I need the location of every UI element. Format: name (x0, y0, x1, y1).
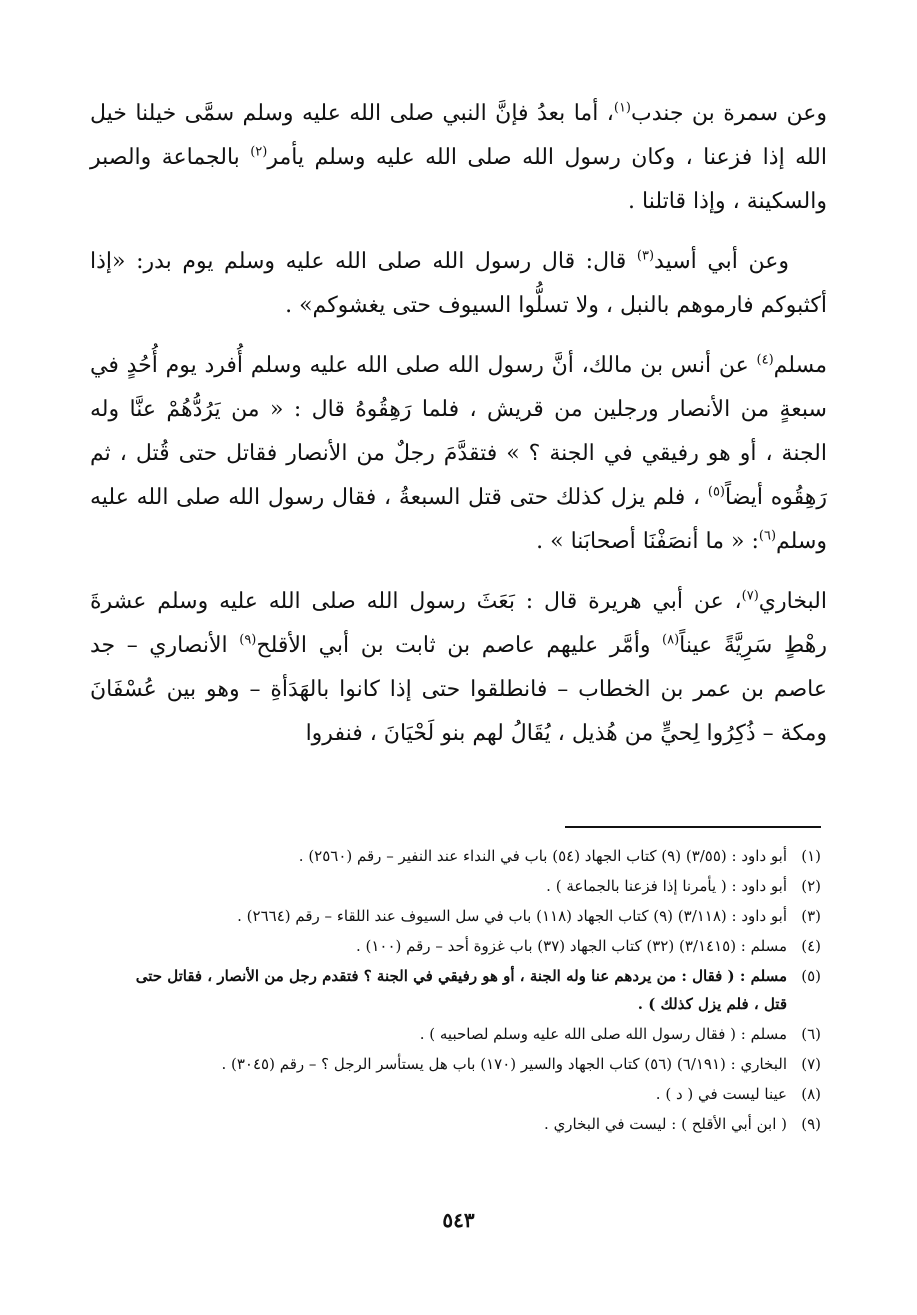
footnote-number: (٨) (801, 1085, 821, 1103)
footnote-text: مسلم : ( فقال رسول الله صلى الله عليه وسلم لصاحبيه ) . (419, 1025, 787, 1043)
text-span: مسلم (773, 353, 827, 378)
footnote-text: أبو داود : ( يأمرنا إذا فزعنا بالجماعة ) . (546, 877, 787, 895)
footnote-ref-2: (٢) (250, 144, 268, 160)
footnote-1 (128, 842, 821, 870)
footnote-2 (128, 872, 821, 900)
text-span: الأنصاري – جد عاصم بن عمر بن الخطاب – فانطلقوا حتى إذا كانوا بالهَدَأةِ – وهو بين عُسْفَانَ ومكة – ذُكِرُوا لِحيٍّ من هُذيل ، يُقَالُ لهم بنو لَحْيَانَ ، فنفروا (90, 633, 827, 746)
footnote-number: (٤) (801, 937, 821, 955)
footnote-ref-1: (١) (613, 100, 631, 116)
footnote-6 (128, 1020, 821, 1048)
footnote-number: (٢) (801, 877, 821, 895)
text-span: ، فلم يزل كذلك حتى قتل السبعةُ ، فقال رسول الله صلى الله عليه وسلم (90, 485, 827, 554)
footnote-number: (٧) (801, 1055, 821, 1073)
footnote-number: (١) (801, 847, 821, 865)
footnote-number: (٦) (801, 1025, 821, 1043)
text-span: وأمَّر عليهم عاصم بن ثابت بن أبي الأقلح (256, 633, 663, 658)
footnote-8 (128, 1080, 821, 1108)
footnote-text: البخاري : (٦/١٩١) (٥٦) كتاب الجهاد والسير (١٧٠) باب هل يستأسر الرجل ؟ – رقم (٣٠٤٥) . (221, 1055, 787, 1073)
footnote-ref-9: (٩) (239, 632, 257, 648)
text-span: بالجماعة والصبر والسكينة ، وإذا قاتلنا . (90, 145, 827, 214)
footnote-ref-5: (٥) (707, 484, 725, 500)
text-span: وعن سمرة بن جندب (631, 101, 827, 126)
footnote-3 (128, 902, 821, 930)
footnote-4 (128, 932, 821, 960)
text-span: ، أما بعدُ فإنَّ النبي صلى الله عليه وسلم سمَّى خيلنا خيل الله إذا فزعنا ، وكان رسول الله صلى الله عليه وسلم يأمر (90, 101, 827, 170)
text-span: وعن أبي أسيد (654, 249, 789, 274)
text-span: ، عن أبي هريرة قال : بَعَثَ رسول الله صلى الله عليه وسلم عشرةَ رهْطٍ سَرِيَّةً عيناً (90, 589, 827, 658)
footnote-number: (٥) (801, 967, 821, 985)
paragraph-bukhari-abu-huraira (90, 580, 827, 756)
footnote-ref-6: (٦) (758, 528, 777, 544)
footnote-ref-4: (٤) (756, 352, 774, 368)
footnotes-section (128, 842, 821, 1140)
main-text (90, 92, 827, 772)
footnote-text: ( ابن أبي الأقلح ) : ليست في البخاري . (544, 1115, 787, 1133)
footnote-ref-7: (٧) (741, 588, 759, 604)
text-span: عن أنس بن مالك، أنَّ رسول الله صلى الله عليه وسلم أُفرد يوم أُحُدٍ في سبعةٍ من الأنصار ورجلين من قريش ، فلما رَهِقُوهُ قال : « من يَرُدُّهُمْ عنَّا وله الجنة ، أو هو رفيقي في الجنة ؟ » فتقدَّمَ رجلٌ من الأنصار فقاتل حتى قُتل ، ثم رَهِقُوه أيضاً (90, 353, 827, 510)
footnote-text: عينا ليست في ( د ) . (655, 1085, 787, 1103)
paragraph-samura (90, 92, 827, 224)
footnote-7 (128, 1050, 821, 1078)
footnote-text: مسلم : (٣/١٤١٥) (٣٢) كتاب الجهاد (٣٧) باب غزوة أحد – رقم (١٠٠) . (355, 937, 787, 955)
footnote-5 (128, 962, 821, 1018)
paragraph-abi-usaid (90, 240, 827, 328)
page-number: ٥٤٣ (442, 1208, 475, 1232)
footnote-ref-3: (٣) (636, 248, 655, 264)
footnote-text: مسلم : ( فقال : من يردهم عنا وله الجنة ، أو هو رفيقي في الجنة ؟ فتقدم رجل من الأنصار ، فقاتل حتى قتل ، فلم يزل كذلك ) . (135, 967, 787, 1013)
paragraph-muslim-anas (90, 344, 827, 564)
footnote-divider (565, 826, 821, 828)
text-span: قال: قال رسول الله صلى الله عليه وسلم يوم بدر: «إذا أكثبوكم فارموهم بالنبل ، ولا تسلُّوا السيوف حتى يغشوكم» . (90, 249, 827, 318)
footnote-9 (128, 1110, 821, 1138)
footnote-number: (٩) (801, 1115, 821, 1133)
footnote-text: أبو داود : (٣/١١٨) (٩) كتاب الجهاد (١١٨) باب في سل السيوف عند اللقاء – رقم (٢٦٦٤) . (237, 907, 787, 925)
footnote-text: أبو داود : (٣/٥٥) (٩) كتاب الجهاد (٥٤) باب في النداء عند النفير – رقم (٢٥٦٠) . (298, 847, 787, 865)
text-span: : « ما أنصَفْنَا أصحابَنا » . (536, 529, 759, 554)
footnote-number: (٣) (801, 907, 821, 925)
footnote-ref-8: (٨) (662, 632, 680, 648)
text-span: البخاري (758, 589, 827, 614)
